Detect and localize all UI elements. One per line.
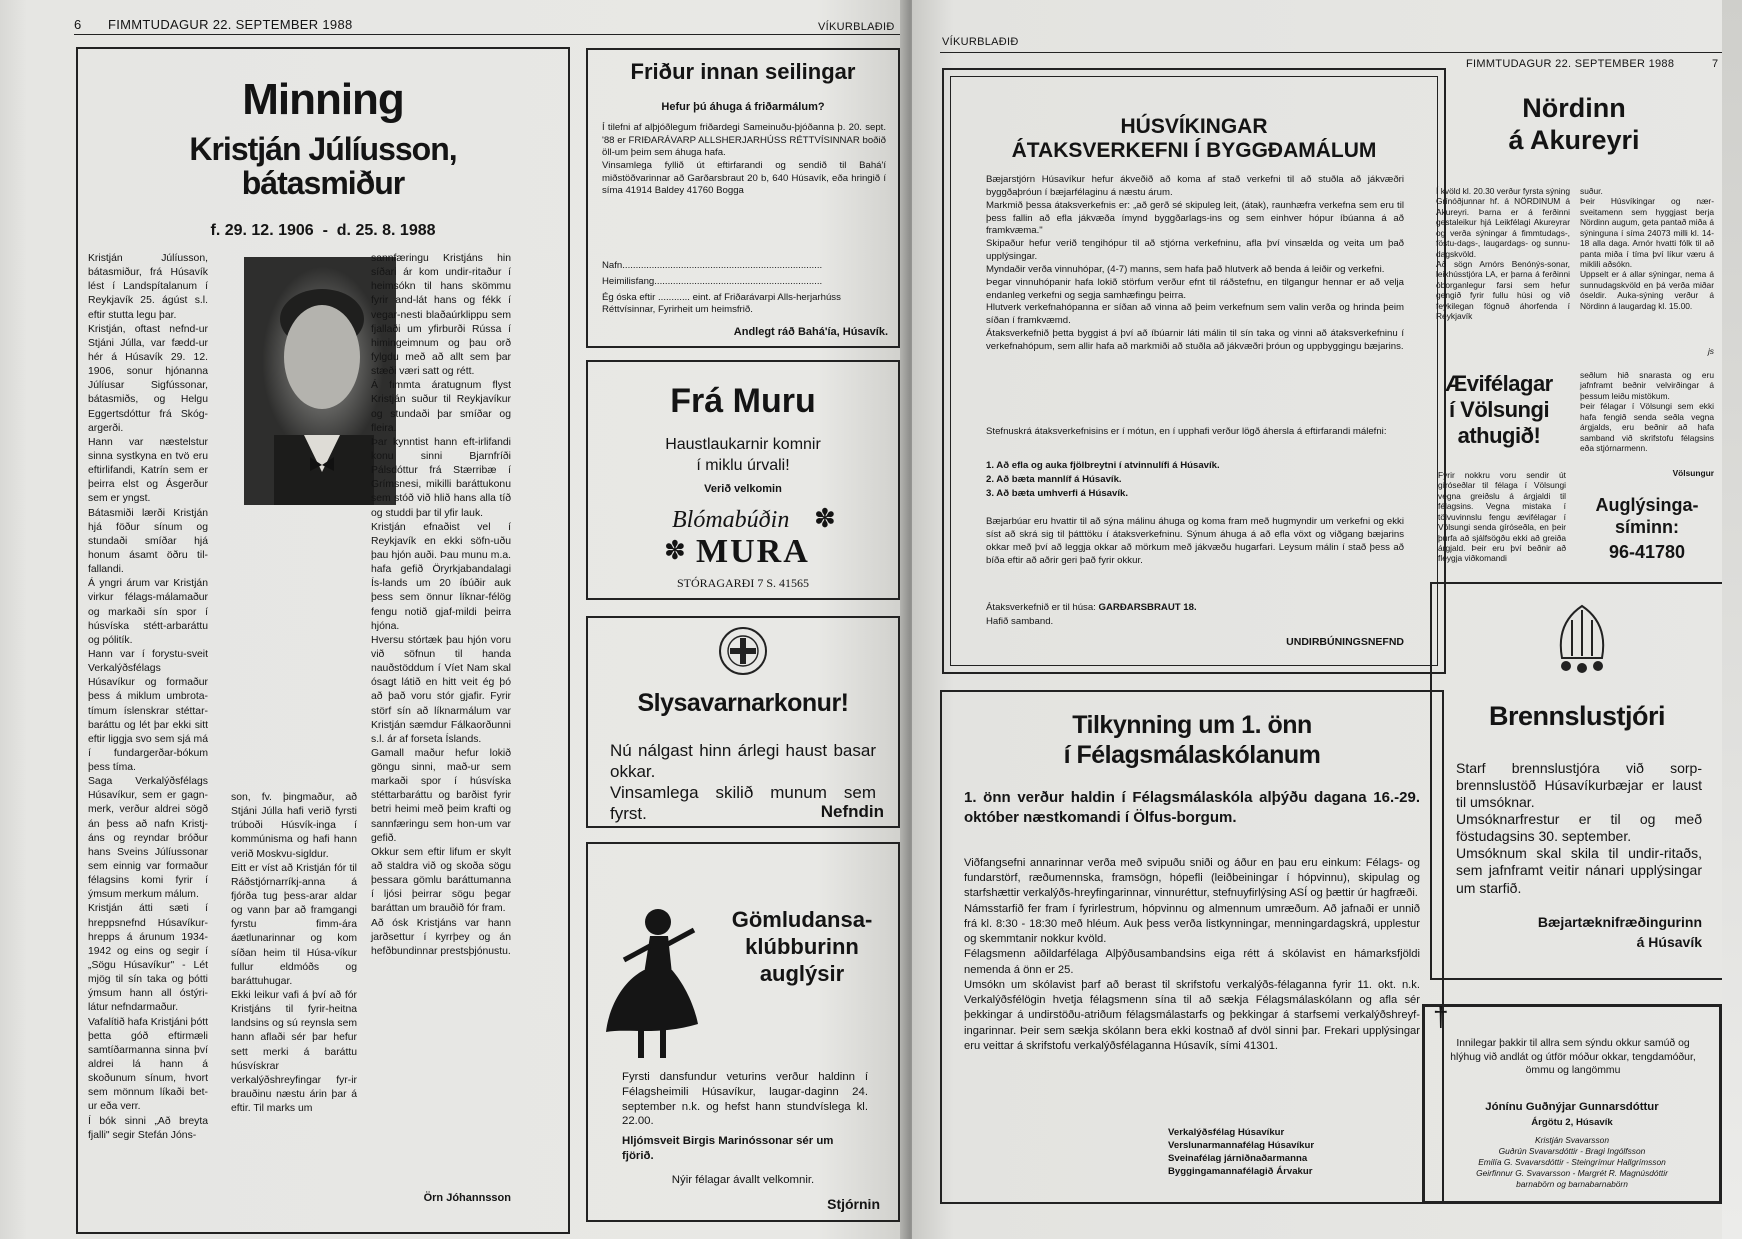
- slysavarna-body: Nú nálgast hinn árlegi haust basar okkar. Vinsamlega skilið munum sem fyrst.: [610, 741, 876, 824]
- husvikingar-address-row: [986, 602, 1197, 613]
- aevifelagar-sign: Völsungur: [1672, 468, 1714, 478]
- obituary-dates: f. 29. 12. 1906 - d. 25. 8. 1988: [210, 222, 436, 239]
- peace-ad-title: Friður innan seilingar: [630, 59, 856, 84]
- brennslustjori-body: Starf brennslustjóra við sorp-brennslustöð Húsavíkurbæjar er laust til umsóknar. Umsóknarfrestur er til og með föstudagsins 30. september. Umsóknum skal skila til undir-ritaðs, sem jafnframt veitir nánari upplýsingar um starfið.: [1456, 760, 1702, 896]
- peace-ad-footer: Andlegt ráð Bahá'ía, Húsavík.: [733, 326, 888, 338]
- obituary-kicker: Minning: [242, 75, 404, 124]
- obituary-box: [76, 47, 570, 1234]
- thanks-name: Jónínu Guðnýjar Gunnarsdóttur: [1485, 1101, 1659, 1113]
- husvikingar-item-3: 3. Að bæta umhverfi á Húsavík.: [986, 488, 1128, 499]
- peace-ad-box: [586, 48, 900, 348]
- dance-club-title-3: auglýsir: [759, 961, 845, 986]
- slysavarna-ad-box: [586, 616, 900, 828]
- peace-form-address[interactable]: Heimilisfang...............................................................: [602, 276, 823, 287]
- dance-club-body-1: Fyrsti dansfundur veturins verður haldinn í Félagsheimili Húsavíkur, laugar-daginn 24. september n.k. og hefst hann stundvíslega kl. 22.00.: [622, 1071, 868, 1128]
- muru-ad-box: [586, 360, 900, 600]
- dance-club-body-3: Nýir félagar ávallt velkomnir.: [671, 1174, 815, 1186]
- obituary-column-2: son, fv. þingmaður, að Stjáni Júlla hafi verið fyrsti trúboði Húsvík-inga í kommúnisma og hafi hann verið Moskvu-sigldur. Eitt er víst að Kristján fór til Ráðstjórnarríkj-anna á fjórða tug þess-arar aldar og vann þar að framgangi fyrstu fimm-ára áætlunarinnar og kom síðan heim til Húsa-víkur fullur eldmóðs og baráttuhugar. Ekki leikur vafi á því að fór Kristjáns til fyrir-heitna landsins og sú reynsla sem hann aflaði sér þar hefur sett merki á baráttu húsvískrar verkalýðshreyfingar fyr-ir brauðinu næstu árin þar á eftir. Til marks um: [231, 792, 357, 1115]
- page-number: 6: [74, 17, 82, 32]
- husvikingar-box: [942, 68, 1446, 674]
- nordinn-column-2: suður. Þeir Húsvíkingar og nær-sveitamenn sem hyggjast berja Nördinn augum, geta pantað miða á sýninguna í síma 24073 milli kl. 14-18 alla daga. Arnór hvatti fólk til að panta miða í tíma því líkur væru á miklili aðsókn. Uppselt er á allar sýningar, nema á sunnudagskvöld en þá verða miðar óseldir. Auka-sýning verður á Nördinn á laugardag kl. 15.00.: [1580, 186, 1714, 311]
- husvikingar-para-2: Stefnuskrá átaksverkefnisins er í mótun, en í upphafi verður lögð áhersla á eftirfarandi málefni:: [986, 426, 1387, 437]
- obituary-column-3: sannfæringu Kristjáns hin síðari ár kom undir-ritaður í heimsókn til hans skömmu fyrir and-lát hans og fékk í vegar-nesti blaðaúrklippu sem fjallaði um yfirburði Rússa í himingeimnum og þau orð fylgdu með að allt sem þar stæði væri satt og rétt. Á fimmta áratugnum flyst Kristján suður til Reykjavíkur og stundaði þar smíðar og fleira. Þar kynntist hann eft-irlifandi konu sinni Bjarnfríði Pálsdóttur frá Stærribæ í Grímsnesi, mikilli baráttukonu sem stóð við hlið hans alla tíð og studdi þar til yfir lauk. Kristján efnaðist vel í Reykjavík en ekki söfn-uðu þau hjón auði. Þau munu m.a. hafa gefið Öryrkjabandalagi Ís-lands um 20 íbúðir auk þess sem önnur líknar-félög fengu notið gjaf-mildi þeirra hjóna. Hversu stórtæk þau hjón voru við söfnun til handa nauðstöddum í Víet Nam skal ósagt látið en hitt veit ég þó að það voru stór gjafir. Fyrir störf sín að líknarmálum var Kristján sæmdur Fálkaorðunni s.l. ár af forseta Íslands. Gamall maður hefur lokið göngu sinni, mað-ur sem markaði spor í húsvíska stéttarbaráttu og barðist fyrir betri heimi með þeim krafti og sannfæringu sem hon-um var gefið. Okkur sem eftir lifum er skylt að staldra við og skoða sögu þessara gömlu baráttumanna í ljósi þeirrar sögu þegar baráttan um brauðið fór fram. Að ósk Kristjáns var hann jarðsettur í kyrrþey og án hefðbundinnar prestsþjónustu.: [371, 253, 511, 957]
- tilkynning-lead: 1. önn verður haldin í Félagsmálaskóla alþýðu dagana 16.-29. október næstkomandi í Ölfus-borgum.: [964, 789, 1420, 826]
- tilkynning-box: [940, 690, 1444, 1204]
- flower-icon-2: ✽: [664, 536, 686, 565]
- right-page-number: 7: [1712, 58, 1719, 70]
- obituary-name: Kristján Júlíusson,: [189, 131, 457, 167]
- dancer-silhouette-icon: [598, 904, 708, 1069]
- header-rule: [74, 34, 904, 35]
- muru-ad-title: Frá Muru: [670, 382, 816, 420]
- muru-line-2: í miklu úrvali!: [696, 457, 790, 474]
- right-header-rule: [940, 52, 1736, 53]
- muru-welcome: Verið velkomin: [704, 483, 782, 495]
- slysavarna-sign: Nefndin: [820, 802, 884, 821]
- aevifelagar-body: Fyrir nokkru voru sendir út gíróseðlar til félaga í Völsungi vegna greiðslu á árgjaldi til félagsins. Vegna mistaka í tölvuvinnslu fengu ævifélagar í Völsungi senda gíróseðla, en þeir þurfa að sjálfsögðu ekki að greiða árgjald. Þeir eru því beðnir að fleygja viðkomandi: [1438, 470, 1566, 564]
- nordinn-column-1: Í kvöld kl. 20.30 verður fyrsta sýning Grínóðjunnar hf. á NÖRDINUM á Akureyri. Þarna er á ferðinni gestaleikur hjá Leikfélagi Akureyrar og verða sýningar á fimmtudags-, föstu-dags-, laugardags- og sunnu-dagskvöld. Að sögn Arnórs Benónýs-sonar, leikhússtjóra LA, er þarna á ferðinni óborganlegur farsi sem hefur gengið fyrir fullu húsi og við feykilegan fögnuð áhorfenda í Reykjavík: [1436, 186, 1570, 322]
- brennslustjori-sign-2: á Húsavík: [1636, 934, 1702, 950]
- husvikingar-address: GARÐARSBRAUT 18.: [1098, 602, 1197, 613]
- muru-line-1: Haustlaukarnir komnir: [665, 436, 821, 453]
- brennslustjori-box: [1430, 582, 1724, 980]
- peace-ad-question: Hefur þú áhuga á friðarmálum?: [661, 101, 825, 113]
- obituary-signature: Örn Jóhannsson: [423, 1192, 511, 1204]
- obituary-column-1: Kristján Júlíusson, bátasmiður, frá Húsavík lést í Landspítalanum í Reykjavík 25. ágúst s.l. eftir stutta legu þar. Kristján, oftast nefnd-ur Stjáni Júlla, var fædd-ur hér á Húsavík 29. 12. 1906, sonur hjónanna Júlíusar Sigfússonar, bátasmiðs, og Helgu Eggertsdóttur frá Skóg-argerði. Hann var næstelstur sinna systkyna en tvö eru eftirlifandi, Katrín sem er þeirra elst og Ásgerður sem er yngst. Bátasmiði lærði Kristján hjá föður sínum og stundaði smíðar hjá honum ásamt öðru til-fallandi. Á yngri árum var Kristján virkur félags-málamaður og markaði sín spor í húsvíska stétt-arbaráttu og pólitík. Hann var í forystu-sveit Verkalýðsfélags Húsavíkur og formaður þess á miklum umbrota-tímum íslenskrar stéttar-baráttu og lét þar ekki sitt eftir liggja svo sem sjá má í fundargerðar-bókum þess tíma. Saga Verkalýðsfélags Húsavíkur, sem er gagn-merk, verður aldrei sögð án þess að nafn Kristj-áns og reyndar bróður hans Sveins Júlíussonar sem einnig var formaður félagsins komi fyrir í ýmsum merkum málum. Kristján átti sæti í hreppsnefnd Húsavíkur-hrepps á árunum 1934-1942 og eins og segir í „Sögu Húsavíkur" - Lét mjög til sín taka og þótti ýmsum hann all óstýri-látur nefndarmaður. Vafalítið hafa Kristjáni þótt þetta góð eftirmæli samtíðarmanna sinna því aldrei lá hann á skoðunum sínum, hvort sem mönnum líkaði bet-ur eða verr. Í bók sinni „Að breyta fjalli" segir Stefán Jóns-: [88, 253, 208, 1141]
- tilkynning-title-1: Tilkynning um 1. önn: [1072, 711, 1312, 739]
- aevifelagar-title-2: í Völsungi: [1448, 397, 1550, 422]
- tilkynning-body: Viðfangsefni annarinnar verða með svipuðu sniði og áður en þau eru einkum: Félags- og fundarstörf, ræðumennska, framsögn, hópefli (leiðbeiningar í hópvinnu), skipulag og starfshættir verkalýðs-hreyfingarinnar, vinnuréttur, stefnuyfirlýsing ASÍ og þættir úr hagfræði. Námsstarfið fer fram í fyrirlestrum, hópvinnu og almennum umræðum. Að jafnaði er unnið frá kl. 8:30 - 18:30 með hléum. Auk þess verða listkynningar, menningardagskrá, upplestur og skemmtanir nokkur kvöld. Félagsmenn aðildarfélaga Alþýðusambandsins eiga rétt á skólavist en hámarksfjöldi nemenda á önn er 25. Umsókn um skólavist þarf að berast til skrifstofu verkalýðs-félaganna fyrir 11. okt. n.k. Verkalýðsfélögin hvetja félagsmenn sína til að sækja Félagsmálaskólann og afla sér þekkingar á undirstöðu-atriðum félagsmálastarfs og þekkingar á starfsemi verkalýðshreyf-ingarinnar. Þeir sem sækja skólann bera ekki kostnað af dvöl sinni þar. Frekari upplýsingar eru veittar á skrifstofu verkalýðsfélaganna Húsavík, sími 41301.: [964, 857, 1420, 1052]
- peace-form-request: Ég óska eftir ............ eint. af Friðarávarpi Alls-herjarhúss Réttvísinnar, Fyrirheit um heimsfrið.: [602, 292, 841, 316]
- slysavarna-title: Slysavarnarkonur!: [637, 689, 849, 717]
- cross-icon: †: [1433, 1001, 1449, 1032]
- tilkynning-sign-2: Verslunarmannafélag Húsavíkur: [1168, 1140, 1315, 1152]
- tilkynning-sign-4: Byggingamannafélagið Árvakur: [1168, 1166, 1313, 1178]
- husvikingar-contact: Hafið samband.: [986, 616, 1054, 627]
- husvikingar-para-1: Bæjarstjórn Húsavíkur hefur ákveðið að koma af stað verkefni til að stuðla að jákvæðri byggðaþróun í bæjarfélaginu á næstu árum. Markmið þessa átaksverkefnis er: „að gerð sé skipuleg leit, (átak), raunhæfra verkefna sem eru til þess fallin að efla jákvæða ímynd byggðarlags-ins og sem einhver hópur íbúanna á að framkvæma." Skipaður hefur verið tengihópur til að stjórna verkefninu, afla því vinsælda og veita um það upplýsingar. Myndaðir verða vinnuhópar, (4-7) manns, sem hafa það hlutverk að benda á leiðir og verkefni. Þegar vinnuhópanir hafa lokið störfum verður efnt til ráðstefnu, en tilgangur hennar er að velja endanleg verkefni og segja samhæfingu þeirra. Hlutverk verkefnahópanna er síðan að vinna að þeim verkefnum sem valin verða og hrinda þeim síðan í framkvæmd. Átaksverkefnið þetta byggist á því að íbúarnir láti málin til sín taka og vinni að átaksverkefninu í verkefnahópum, sem allir hafa að markmiði að stuðla að jákvæðri þróun og uppbyggingu bæjarins.: [986, 174, 1404, 352]
- nordinn-title-1: Nördinn: [1522, 93, 1626, 123]
- thanks-address: Árgötu 2, Húsavík: [1531, 1117, 1613, 1128]
- husvikingar-title-2: ÁTAKSVERKEFNI Í BYGGÐAMÁLUM: [1011, 139, 1377, 162]
- aevifelagar-title-3: athugið!: [1457, 423, 1541, 448]
- dance-club-title-2: klúbburinn: [745, 934, 859, 959]
- tilkynning-sign-3: Sveinafélag járniðnaðarmanna: [1168, 1153, 1308, 1165]
- slysavarna-emblem-text: [588, 618, 589, 619]
- dance-club-sign: Stjórnin: [827, 1196, 880, 1212]
- header-paper: VÍKURBLAÐIÐ: [818, 21, 895, 33]
- ad-phone-line-2: síminn:: [1614, 517, 1679, 537]
- obituary-occupation: bátasmiður: [241, 165, 405, 201]
- peace-form-name[interactable]: Nafn...........................................................................: [602, 260, 823, 271]
- dancer-silhouette: [598, 904, 708, 1064]
- husvikingar-item-1: 1. Að efla og auka fjölbreytni í atvinnulífi á Húsavík.: [986, 460, 1220, 471]
- husvikingar-sign: UNDIRBÚNINGSNEFND: [1286, 636, 1404, 648]
- municipal-crest: [1550, 602, 1614, 676]
- muru-brand: MURA: [696, 533, 810, 570]
- header-date: FIMMTUDAGUR 22. SEPTEMBER 1988: [108, 17, 353, 32]
- flower-icon: ✽: [814, 504, 836, 533]
- right-header-paper: VÍKURBLAÐIÐ: [942, 36, 1019, 48]
- aevifelagar-title-1: Ævifélagar: [1445, 371, 1553, 396]
- husvikingar-para-3: Bæjarbúar eru hvattir til að sýna málinu áhuga og koma fram með hugmyndir um verkefni og ekki síst að skrá sig til þátttöku í átaksverkefninu. Sýnum áhuga á að efla vöxt og viðgang bæjarins okkar með því að leggja okkar að mörkum með jákvæðu hugarfari. Leysum málin í stað þess að bíða eftir að aðrir geri það fyrir okkur.: [986, 516, 1404, 566]
- nordinn-title-2: á Akureyri: [1508, 125, 1640, 155]
- aevifelagar-body-2: seðlum hið snarasta og eru jafnframt beðnir velvirðingar á þessum leiðu mistökum. Þeir félagar í Völsungi sem ekki hafa fengið senda seðla vegna árgjalds, eru beðnir að hafa samband við skrifstofu félagsins eða stjórnarmenn.: [1580, 370, 1714, 453]
- husvikingar-address-label: Átaksverkefnið er til húsa:: [986, 602, 1096, 613]
- brennslustjori-title: Brennslustjóri: [1488, 701, 1666, 731]
- dance-club-body-2: Hljómsveit Birgis Marinóssonar sér um fjörið.: [622, 1135, 834, 1162]
- slysavarna-emblem-graphic: [718, 626, 768, 676]
- dance-club-ad-box: [586, 842, 900, 1222]
- right-page: [912, 0, 1742, 1239]
- husvikingar-item-2: 2. Að bæta mannlíf á Húsavík.: [986, 474, 1122, 485]
- muru-script: Blómabúðin: [672, 507, 790, 533]
- slysavarna-emblem-icon: [718, 626, 768, 681]
- tilkynning-title-2: í Félagsmálaskólanum: [1063, 741, 1321, 769]
- tilkynning-signatures: [1168, 1126, 1314, 1178]
- dance-club-title-1: Gömludansa-: [731, 907, 873, 932]
- thanks-text: Innilegar þakkir til allra sem sýndu okkur samúð og hlýhug við andlát og útför móður okkar, tengdamóður, ömmu og langömmu: [1450, 1038, 1696, 1077]
- thanks-family: Kristján Svavarsson Guðrún Svavarsdóttir - Bragi Ingólfsson Emilía G. Svavarsdóttir - Steingrímur Hallgrímsson Geirfinnur G. Svavarsson - Margrét R. Magnúsdóttir barnabörn og barnabarnabörn: [1476, 1135, 1668, 1189]
- right-header-date: FIMMTUDAGUR 22. SEPTEMBER 1988: [1466, 58, 1675, 70]
- ad-phone-line-1: Auglýsinga-: [1595, 495, 1699, 515]
- tilkynning-sign-1: Verkalýðsfélag Húsavíkur: [1168, 1127, 1285, 1138]
- ad-phone-number: 96-41780: [1608, 542, 1686, 562]
- muru-address: STÓRAGARÐI 7 S. 41565: [676, 576, 809, 590]
- thanks-notice-box: [1422, 1001, 1722, 1204]
- peace-ad-body: Í tilefni af alþjóðlegum friðardegi Sameinuðu-þjóðanna þ. 20. sept. '88 er FRIÐARÁVARP ALLSHERJARHÚSS RÉTTVÍSINNAR boðið öll-um þeim sem áhuga hafa. Vinsamlega fyllið út eftirfarandi og sendið til Bahá'í miðstöðvarinnar að Garðarsbraut 20 b, 640 Húsavík, eða hringið í síma 41914 Baldey 41760 Bogga: [602, 122, 886, 197]
- page-edge-shadow: [1722, 0, 1742, 1239]
- brennslustjori-sign-1: Bæjartæknifræðingurinn: [1537, 914, 1702, 930]
- municipal-crest-icon: [1550, 602, 1614, 681]
- nordinn-continued: js: [1707, 346, 1714, 356]
- husvikingar-title-1: HÚSVÍKINGAR: [1120, 115, 1268, 138]
